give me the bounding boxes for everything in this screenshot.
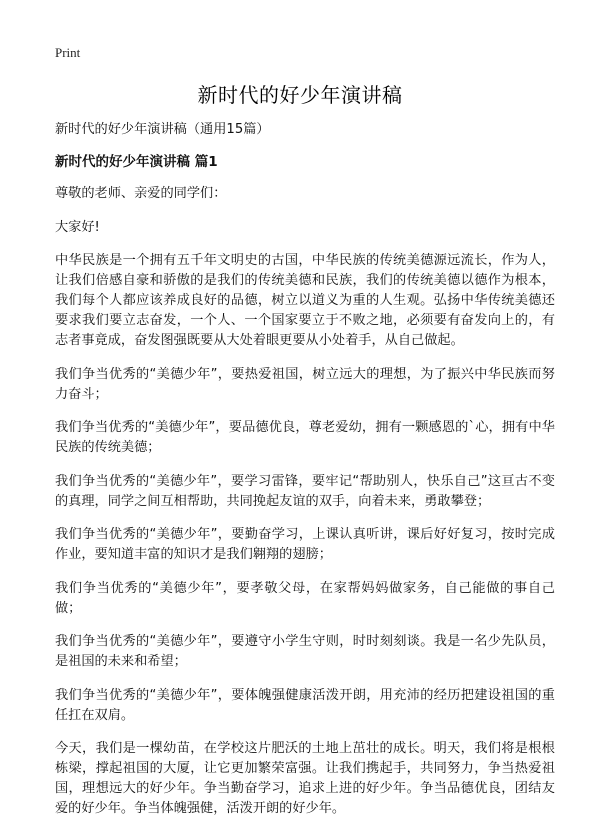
body-paragraph: 我们争当优秀的“美德少年”，要体魄强健康活泼开朗，用充沛的经历把建设祖国的重任扛在双肩。	[55, 687, 555, 723]
salutation: 尊敬的老师、亲爱的同学们：	[55, 186, 227, 201]
document-title: 新时代的好少年演讲稿	[197, 83, 403, 107]
document-subtitle: 新时代的好少年演讲稿（通用15篇）	[55, 122, 270, 137]
body-paragraph: 我们争当优秀的“美德少年”，要遵守小学生守则，时时刻刻谈。我是一名少先队员，是祖国的未来和希望；	[55, 634, 555, 669]
section-heading: 新时代的好少年演讲稿 篇1	[55, 154, 218, 170]
print-link[interactable]: Print	[55, 45, 81, 60]
closing-paragraph: 今天，我们是一棵幼苗，在学校这片肥沃的土地上茁壮的成长。明天，我们将是根根栋梁，撑起祖国的大厦，让它更加繁荣富强。让我们携起手，共同努力，争当热爱祖国，理想远大的好少年。争当勤奋学习，追求上进的好少年。争当品德优良，团结友爱的好少年。争当体魄强健，活泼开朗的好少年。	[55, 741, 555, 816]
body-paragraph: 我们争当优秀的“美德少年”，要学习雷锋，要牢记“帮助别人，快乐自己”这亘古不变的真理，同学之间互相帮助，共同挽起友谊的双手，向着未来，勇敢攀登；	[55, 473, 555, 509]
body-paragraph: 我们争当优秀的“美德少年”，要孝敬父母，在家帮妈妈做家务，自己能做的事自己做；	[55, 580, 555, 616]
greeting: 大家好!	[55, 219, 100, 235]
document-body	[55, 120, 555, 833]
body-paragraph: 我们争当优秀的“美德少年”，要热爱祖国，树立远大的理想，为了振兴中华民族而努力奋斗；	[55, 366, 555, 402]
body-paragraph: 我们争当优秀的“美德少年”，要勤奋学习，上课认真听讲，课后好好复习，按时完成作业，要知道丰富的知识才是我们翱翔的翅膀；	[55, 527, 555, 562]
body-paragraph: 我们争当优秀的“美德少年”，要品德优良，尊老爱幼，拥有一颗感恩的`心，拥有中华民族的传统美德；	[55, 420, 555, 455]
body-paragraph: 中华民族是一个拥有五千年文明史的古国，中华民族的传统美德源远流长，作为人，让我们倍感自豪和骄傲的是我们的传统美德和民族，我们的传统美德以德作为根本，我们每个人都应该养成良好的品德，树立以道义为重的人生观。弘扬中华传统美德还要求我们要立志奋发，一个人、一个国家要立于不败之地，必须要有奋发向上的，有志者事竟成，奋发图强既要从大处着眼更要从小处着手，从自己做起。	[55, 253, 555, 348]
